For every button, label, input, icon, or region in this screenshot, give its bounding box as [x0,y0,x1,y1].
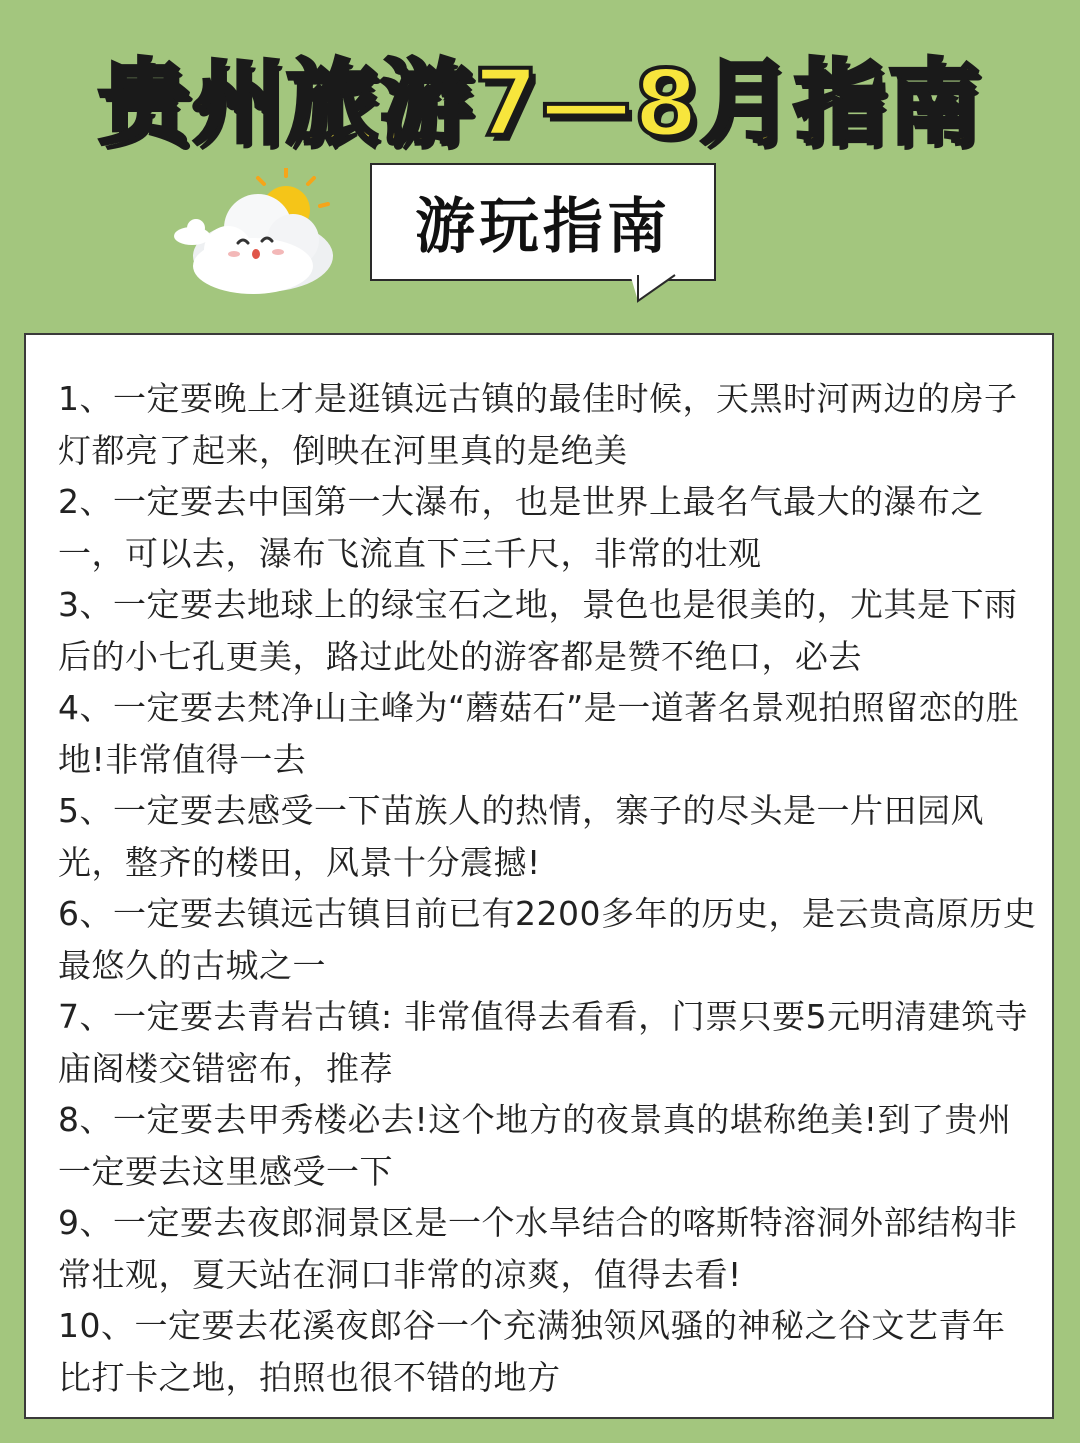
list-item: 7、一定要去青岩古镇: 非常值得去看看，门票只要5元明清建筑寺庙阁楼交错密布，推荐 [58,997,1029,1088]
cloud-body [193,194,333,294]
list-item: 3、一定要去地球上的绿宝石之地，景色也是很美的，尤其是下雨后的小七孔更美，路过此处的游客都是赞不绝口，必去 [58,585,1018,676]
list-item: 1、一定要晚上才是逛镇远古镇的最佳时候，天黑时河两边的房子灯都亮了起来，倒映在河里真的是绝美 [58,379,1018,470]
tips-card [24,333,1054,1419]
list-item: 9、一定要去夜郎洞景区是一个水旱结合的喀斯特溶洞外部结构非常壮观，夏天站在洞口非常的凉爽，值得去看! [58,1203,1018,1294]
list-item: 6、一定要去镇远古镇目前已有2200多年的历史，是云贵高原历史最悠久的古城之一 [58,894,1037,985]
subtitle-bubble [370,163,716,281]
page-title: 贵州旅游7—8月指南 [97,50,983,157]
list-item: 5、一定要去感受一下苗族人的热情，寨子的尽头是一片田园风光，整齐的楼田，风景十分震撼! [58,791,984,882]
subtitle: 游玩指南 [415,192,671,262]
bubble-tail [630,274,680,304]
list-item: 4、一定要去梵净山主峰为“蘑菇石”是一道著名景观拍照留恋的胜地!非常值得一去 [58,688,1020,779]
tips-list [58,373,1038,1403]
list-item: 10、一定要去花溪夜郎谷一个充满独领风骚的神秘之谷文艺青年比打卡之地，拍照也很不错的地方 [58,1306,1006,1397]
sun-cloud-icon [168,168,338,303]
cloud-icon [174,219,210,245]
list-item: 8、一定要去甲秀楼必去!这个地方的夜景真的堪称绝美!到了贵州一定要去这里感受一下 [58,1100,1012,1191]
list-item: 2、一定要去中国第一大瀑布，也是世界上最名气最大的瀑布之一，可以去，瀑布飞流直下三千尺，非常的壮观 [58,482,984,573]
